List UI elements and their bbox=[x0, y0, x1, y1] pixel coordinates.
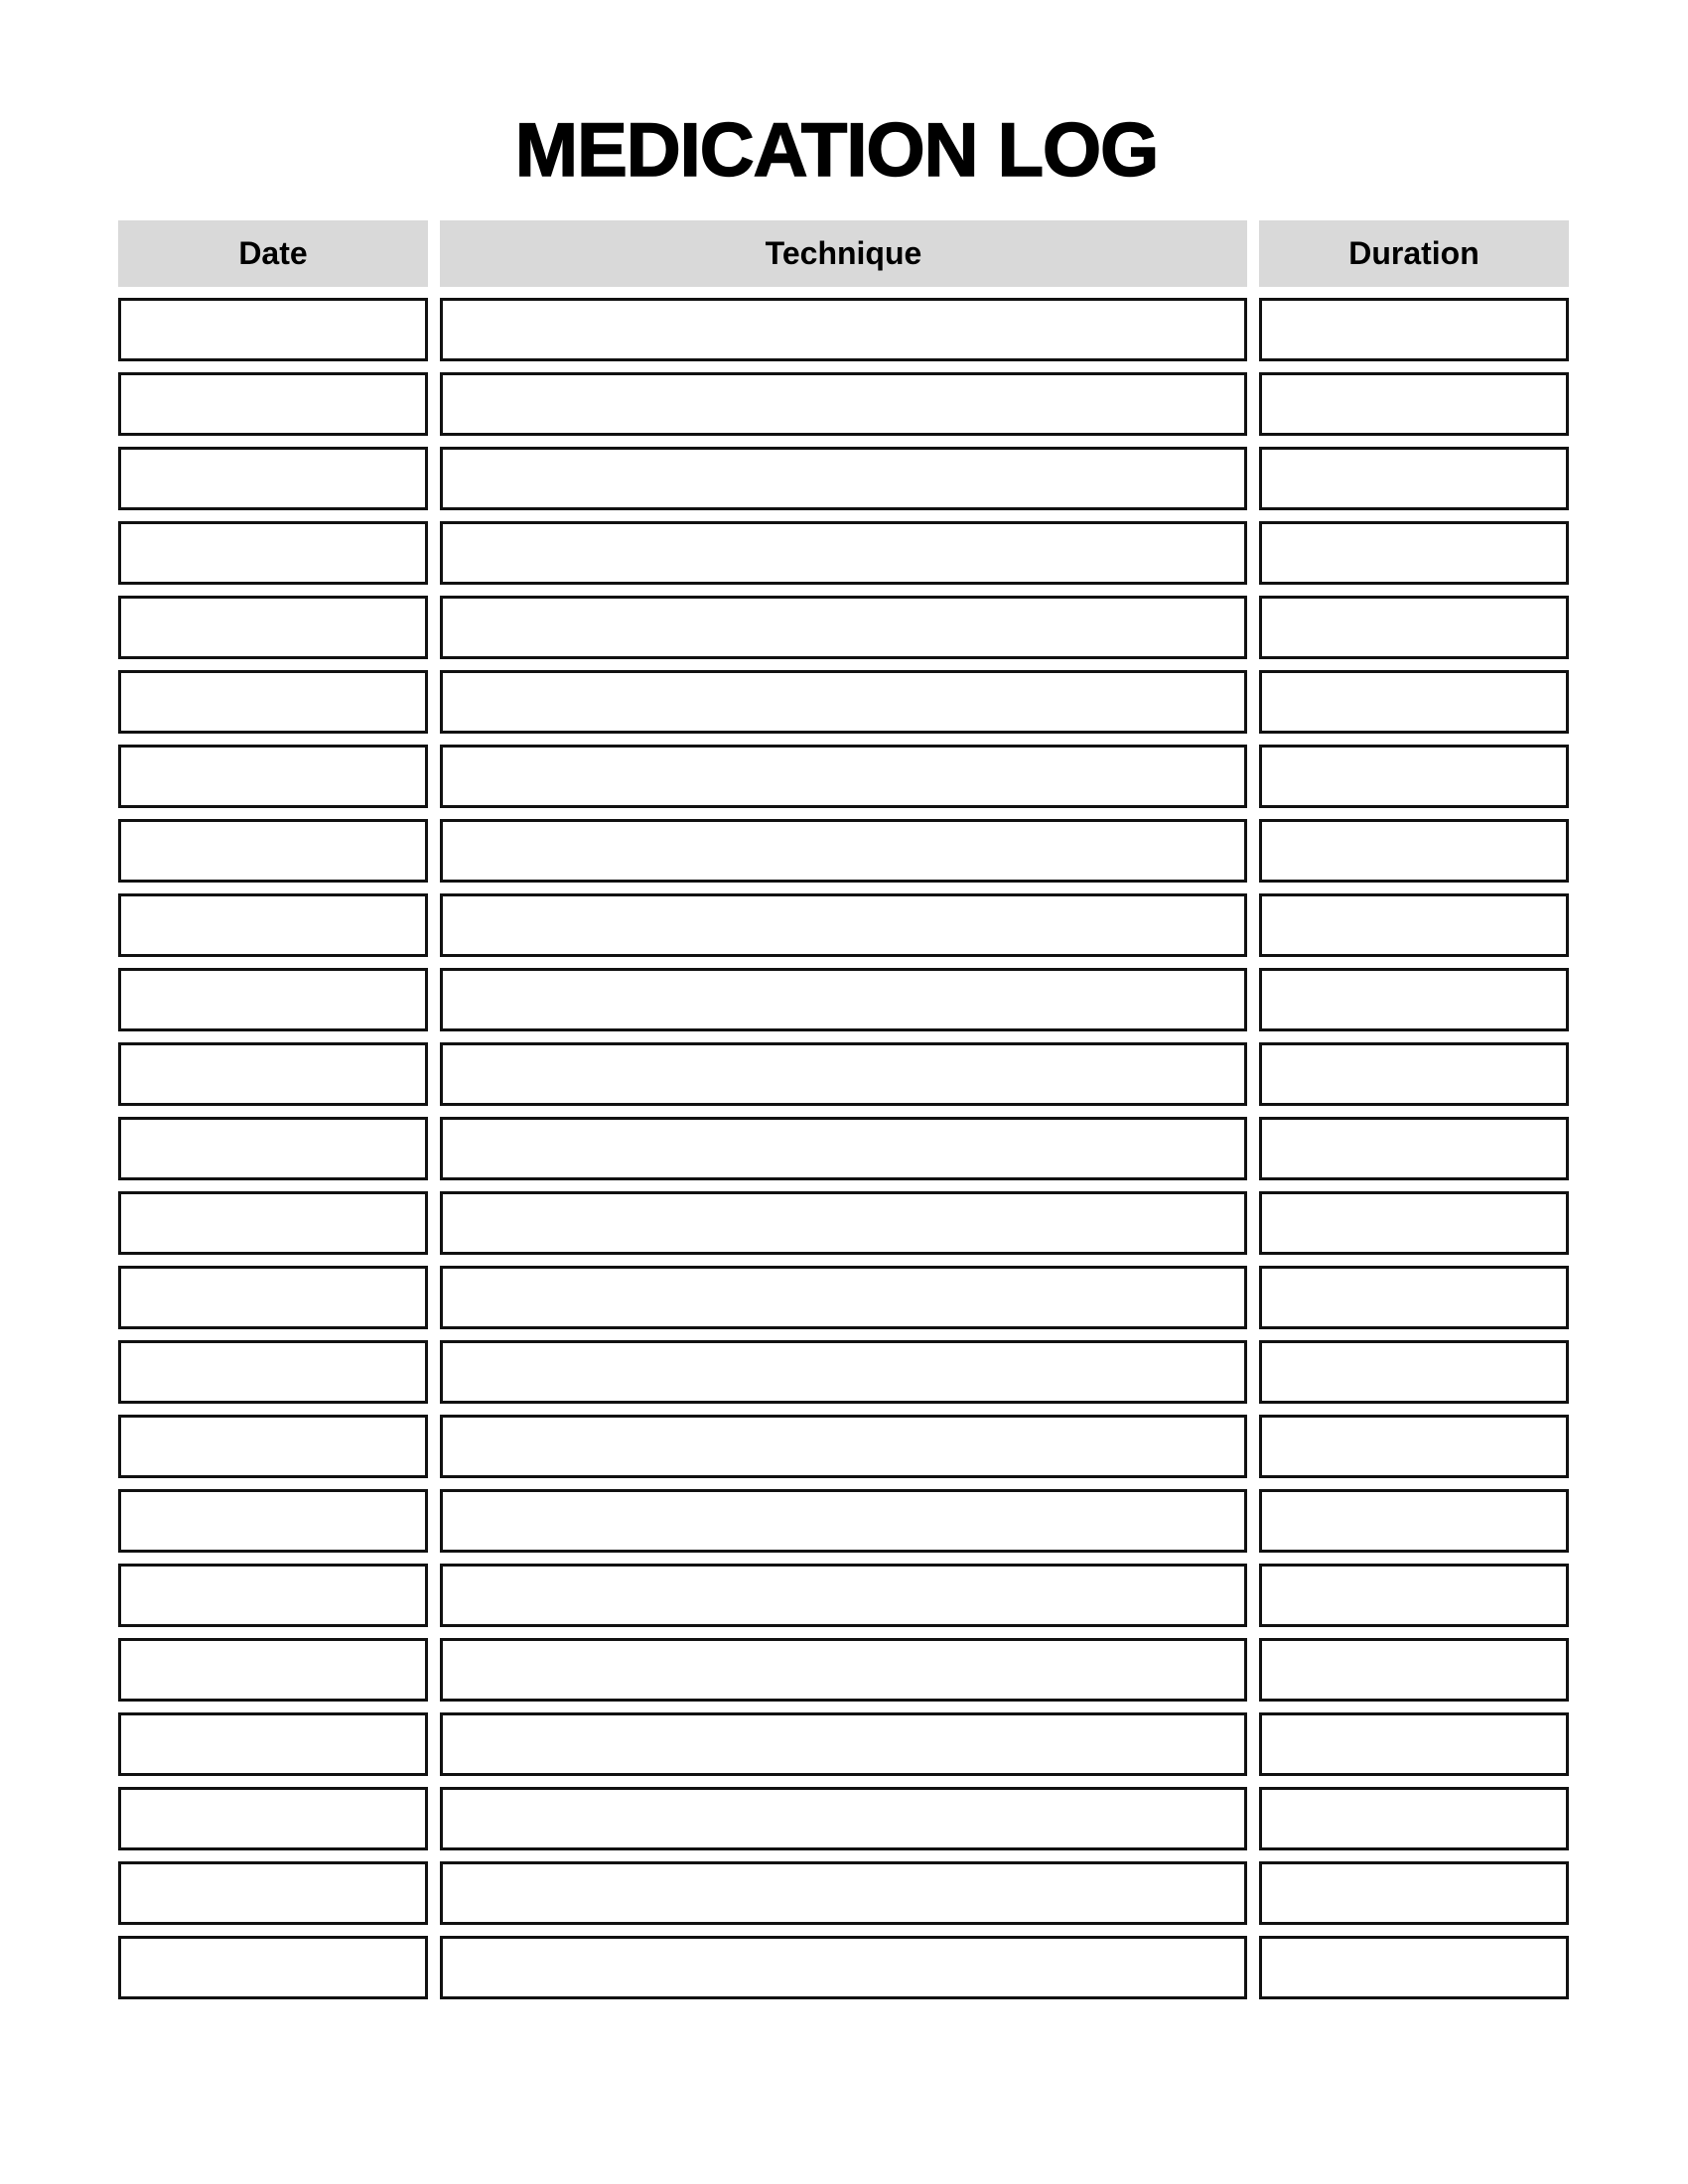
duration-cell[interactable] bbox=[1259, 1415, 1569, 1478]
date-cell[interactable] bbox=[118, 670, 428, 734]
table-row bbox=[118, 1042, 1568, 1106]
table-row bbox=[118, 1787, 1568, 1850]
header-technique: Technique bbox=[440, 220, 1247, 287]
table-row bbox=[118, 893, 1568, 957]
duration-cell[interactable] bbox=[1259, 521, 1569, 585]
date-cell[interactable] bbox=[118, 1489, 428, 1553]
duration-cell[interactable] bbox=[1259, 1564, 1569, 1627]
table-row bbox=[118, 1638, 1568, 1702]
duration-cell[interactable] bbox=[1259, 1266, 1569, 1329]
technique-cell[interactable] bbox=[440, 1712, 1247, 1776]
date-cell[interactable] bbox=[118, 1712, 428, 1776]
technique-cell[interactable] bbox=[440, 1340, 1247, 1404]
date-cell[interactable] bbox=[118, 596, 428, 659]
table-row bbox=[118, 447, 1568, 510]
date-cell[interactable] bbox=[118, 1936, 428, 1999]
technique-cell[interactable] bbox=[440, 1936, 1247, 1999]
table-row bbox=[118, 298, 1568, 361]
technique-cell[interactable] bbox=[440, 596, 1247, 659]
header-duration: Duration bbox=[1259, 220, 1569, 287]
date-cell[interactable] bbox=[118, 1042, 428, 1106]
duration-cell[interactable] bbox=[1259, 1712, 1569, 1776]
table-row bbox=[118, 521, 1568, 585]
table-row bbox=[118, 819, 1568, 883]
date-cell[interactable] bbox=[118, 819, 428, 883]
duration-cell[interactable] bbox=[1259, 1936, 1569, 1999]
table-row bbox=[118, 1936, 1568, 1999]
technique-cell[interactable] bbox=[440, 298, 1247, 361]
date-cell[interactable] bbox=[118, 298, 428, 361]
date-cell[interactable] bbox=[118, 968, 428, 1031]
table-body bbox=[118, 298, 1568, 1999]
technique-cell[interactable] bbox=[440, 1266, 1247, 1329]
date-cell[interactable] bbox=[118, 1191, 428, 1255]
table-row bbox=[118, 968, 1568, 1031]
duration-cell[interactable] bbox=[1259, 1861, 1569, 1925]
table-row bbox=[118, 1340, 1568, 1404]
table-header bbox=[118, 220, 1568, 287]
duration-cell[interactable] bbox=[1259, 1638, 1569, 1702]
header-date: Date bbox=[118, 220, 428, 287]
technique-cell[interactable] bbox=[440, 1787, 1247, 1850]
page-title: MEDICATION LOG bbox=[514, 108, 1159, 193]
date-cell[interactable] bbox=[118, 1415, 428, 1478]
table-row bbox=[118, 1415, 1568, 1478]
table-row bbox=[118, 1712, 1568, 1776]
technique-cell[interactable] bbox=[440, 893, 1247, 957]
duration-cell[interactable] bbox=[1259, 670, 1569, 734]
date-cell[interactable] bbox=[118, 372, 428, 436]
table-row bbox=[118, 745, 1568, 808]
technique-cell[interactable] bbox=[440, 447, 1247, 510]
date-cell[interactable] bbox=[118, 893, 428, 957]
date-cell[interactable] bbox=[118, 1564, 428, 1627]
table-row bbox=[118, 1564, 1568, 1627]
duration-cell[interactable] bbox=[1259, 1340, 1569, 1404]
table-row bbox=[118, 1861, 1568, 1925]
date-cell[interactable] bbox=[118, 1861, 428, 1925]
duration-cell[interactable] bbox=[1259, 968, 1569, 1031]
duration-cell[interactable] bbox=[1259, 893, 1569, 957]
date-cell[interactable] bbox=[118, 521, 428, 585]
duration-cell[interactable] bbox=[1259, 298, 1569, 361]
table-row bbox=[118, 372, 1568, 436]
date-cell[interactable] bbox=[118, 1266, 428, 1329]
date-cell[interactable] bbox=[118, 1117, 428, 1180]
table-row bbox=[118, 596, 1568, 659]
duration-cell[interactable] bbox=[1259, 1489, 1569, 1553]
technique-cell[interactable] bbox=[440, 1861, 1247, 1925]
duration-cell[interactable] bbox=[1259, 1042, 1569, 1106]
technique-cell[interactable] bbox=[440, 1564, 1247, 1627]
technique-cell[interactable] bbox=[440, 745, 1247, 808]
technique-cell[interactable] bbox=[440, 670, 1247, 734]
table-row bbox=[118, 1191, 1568, 1255]
date-cell[interactable] bbox=[118, 745, 428, 808]
technique-cell[interactable] bbox=[440, 372, 1247, 436]
table-row bbox=[118, 1489, 1568, 1553]
duration-cell[interactable] bbox=[1259, 1117, 1569, 1180]
technique-cell[interactable] bbox=[440, 1489, 1247, 1553]
date-cell[interactable] bbox=[118, 1787, 428, 1850]
duration-cell[interactable] bbox=[1259, 372, 1569, 436]
duration-cell[interactable] bbox=[1259, 1787, 1569, 1850]
technique-cell[interactable] bbox=[440, 1042, 1247, 1106]
date-cell[interactable] bbox=[118, 447, 428, 510]
technique-cell[interactable] bbox=[440, 1638, 1247, 1702]
technique-cell[interactable] bbox=[440, 968, 1247, 1031]
technique-cell[interactable] bbox=[440, 1117, 1247, 1180]
date-cell[interactable] bbox=[118, 1340, 428, 1404]
duration-cell[interactable] bbox=[1259, 819, 1569, 883]
table-row bbox=[118, 1266, 1568, 1329]
technique-cell[interactable] bbox=[440, 1191, 1247, 1255]
technique-cell[interactable] bbox=[440, 1415, 1247, 1478]
log-table bbox=[118, 220, 1568, 2010]
duration-cell[interactable] bbox=[1259, 745, 1569, 808]
duration-cell[interactable] bbox=[1259, 447, 1569, 510]
duration-cell[interactable] bbox=[1259, 1191, 1569, 1255]
table-row bbox=[118, 670, 1568, 734]
technique-cell[interactable] bbox=[440, 819, 1247, 883]
table-row bbox=[118, 1117, 1568, 1180]
duration-cell[interactable] bbox=[1259, 596, 1569, 659]
technique-cell[interactable] bbox=[440, 521, 1247, 585]
date-cell[interactable] bbox=[118, 1638, 428, 1702]
